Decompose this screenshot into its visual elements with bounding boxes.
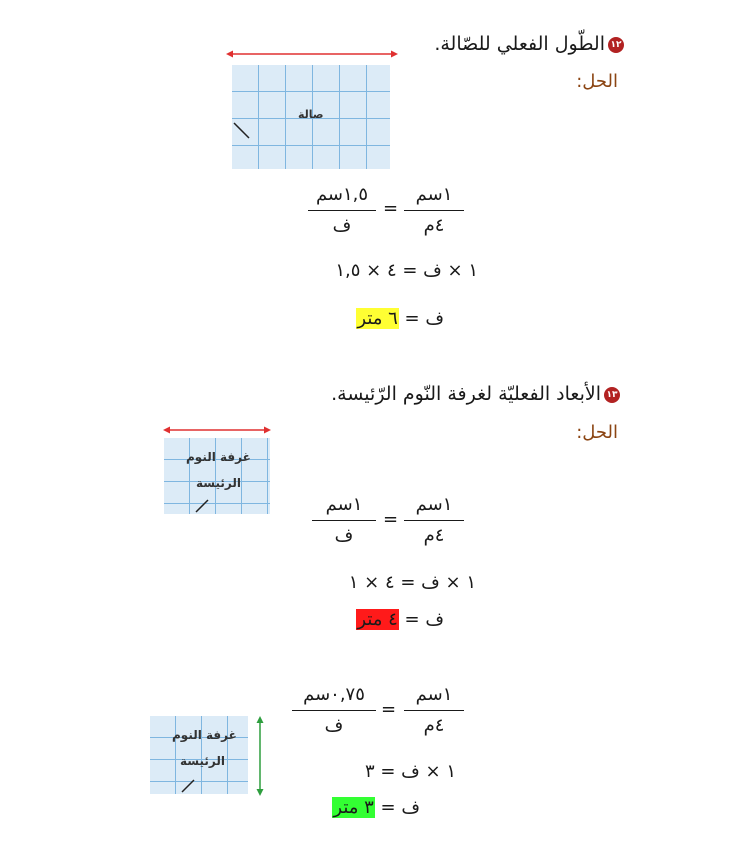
dimension-arrow-vertical [255, 716, 265, 796]
fraction-left: ١سم ٤م [404, 184, 464, 236]
equation-step: ١ × ف = ٤ × ١,٥ [335, 260, 478, 281]
result-line: ف = ٦ متر [357, 308, 444, 329]
room-label-line2: الرئيسة [180, 754, 225, 768]
fraction-right: ١,٥سم ف [308, 184, 376, 236]
result-line: ف = ٣ متر [333, 797, 420, 818]
dimension-arrow-horizontal [163, 425, 271, 435]
equals-sign: = [381, 699, 397, 720]
fraction-left: ١سم ٤م [404, 684, 464, 736]
fraction-left: ١سم ٤م [404, 494, 464, 546]
equation-step: ١ × ف = ٤ × ١ [348, 572, 476, 593]
room-label-line1: غرفة النوم [186, 450, 251, 464]
question-number-badge: ١٢ [608, 37, 624, 53]
floor-plan-bedroom [164, 438, 270, 514]
solution-label: الحل: [576, 71, 618, 92]
question-12 [434, 33, 624, 55]
solution-label: الحل: [576, 422, 618, 443]
result-line: ف = ٤ متر [357, 609, 444, 630]
dimension-arrow-horizontal [226, 49, 398, 59]
fraction-right: ١سم ف [312, 494, 376, 546]
door-symbol [232, 121, 252, 141]
question-text: الطّول الفعلي للصّالة. [434, 33, 605, 55]
result-highlight: ٣ متر [333, 797, 374, 818]
equals-sign: = [383, 198, 399, 219]
room-label-line2: الرئيسة [196, 476, 241, 490]
door-symbol [194, 498, 210, 514]
question-number-badge: ١٣ [604, 387, 620, 403]
equation-step: ١ × ف = ٣ [364, 761, 456, 782]
equals-sign: = [383, 509, 399, 530]
fraction-right: ٠,٧٥سم ف [292, 684, 376, 736]
result-highlight: ٤ متر [357, 609, 398, 630]
floor-plan-hall [232, 65, 390, 169]
room-label: صالة [298, 108, 324, 121]
door-symbol [180, 778, 196, 794]
floor-plan-bedroom [150, 716, 248, 794]
question-text: الأبعاد الفعليّة لغرفة النّوم الرّئيسة. [331, 383, 601, 405]
question-13 [331, 383, 620, 405]
room-label-line1: غرفة النوم [172, 728, 237, 742]
result-highlight: ٦ متر [357, 308, 398, 329]
